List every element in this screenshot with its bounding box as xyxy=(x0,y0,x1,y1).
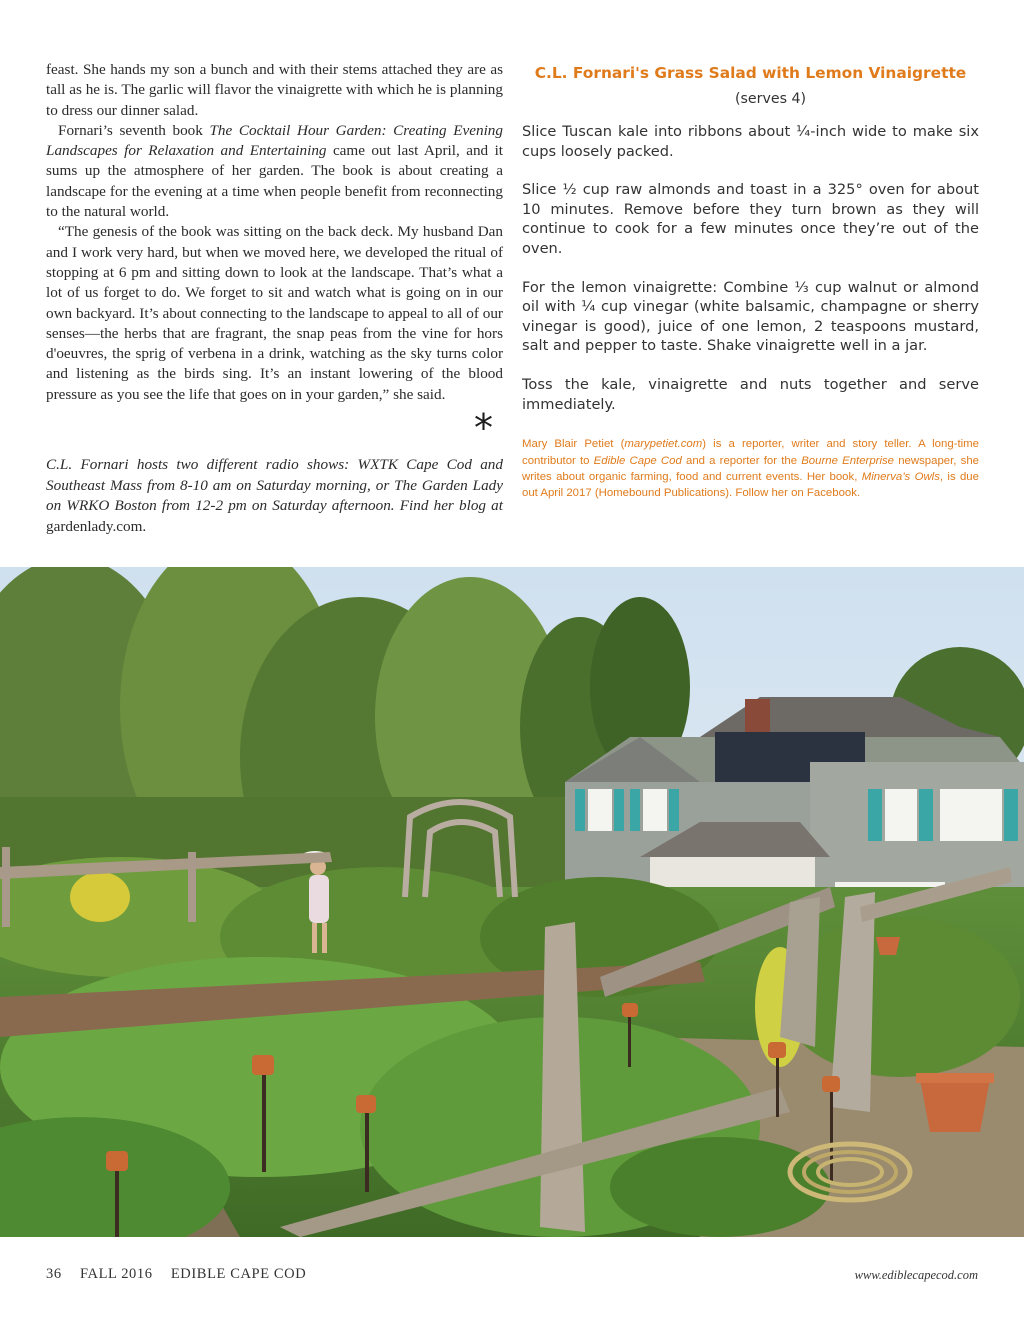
recipe-steps xyxy=(522,122,979,414)
host-bio: C.L. Fornari hosts two different radio shows: WXTK Cape Cod and Southeast Mass from 8-10 am on Saturday morning, or The Garden Lady on WRKO Boston from 12-2 pm on Saturday afternoon. Find her blog at gardenlady.com. xyxy=(46,456,503,535)
recipe-step: Slice Tuscan kale into ribbons about ¼-inch wide to make six cups loosely packed. xyxy=(522,123,979,160)
folio xyxy=(46,1266,320,1283)
issue-label: FALL 2016 xyxy=(79,1266,153,1282)
garden-photo-illustration xyxy=(0,567,1024,1237)
article-paragraph: feast. She hands my son a bunch and with their stems attached they are as tall as he is. The garlic will flavor the vinaigrette with which he is planning to dress our dinner salad. xyxy=(46,61,503,119)
book-title: The Cocktail Hour Garden: Creating Evening Landscapes for Relaxation and Entertaining xyxy=(46,121,503,160)
article-column xyxy=(46,60,503,537)
page-number: 36 xyxy=(46,1266,62,1282)
article-paragraph: “The genesis of the book was sitting on the back deck. My husband Dan and I work very hard, but when we moved here, we developed the ritual of stopping at 6 pm and sitting down to look at the landscape. That’s what a lot of us forget to do. We forget to sit and watch what is going on in our own backyard. It’s about connecting to the landscape to appeal to all of our senses—the herbs that are fragrant, the snap peas from the vine for hors d'oeuvres, the sprig of verbena in a drink, watching as the sky turns color and listening as the birds sing. It’s an instant lowering of the blood pressure as you see the life that goes on in your garden,” she said. xyxy=(46,223,503,403)
page-footer xyxy=(46,1266,978,1286)
magazine-name: EDIBLE CAPE COD xyxy=(170,1266,307,1282)
recipe-column xyxy=(522,60,979,502)
recipe-step: For the lemon vinaigrette: Combine ⅓ cup walnut or almond oil with ¼ cup vinegar (white balsamic, champagne or sherry vinegar is good), juice of one lemon, 2 teaspoons mustard, salt and pepper to taste. Shake vinaigrette well in a jar. xyxy=(522,278,979,355)
garden-house-photo xyxy=(0,567,1024,1237)
book-title: Minerva’s Owls xyxy=(861,470,940,483)
website-link[interactable]: www.ediblecapecod.com xyxy=(854,1268,978,1282)
recipe-title: C.L. Fornari's Grass Salad with Lemon Vinaigrette xyxy=(534,64,967,82)
end-of-story-asterisk-icon: * xyxy=(474,406,493,451)
recipe-serves: (serves 4) xyxy=(734,91,807,107)
recipe-step: Slice ½ cup raw almonds and toast in a 325° oven for about 10 minutes. Remove before they turn brown as they will continue to cook for a few minutes once they’re out of the oven. xyxy=(522,181,979,257)
article-paragraph: Fornari’s seventh book The Cocktail Hour Garden: Creating Evening Landscapes for Relaxation and Entertaining came out last April, and it sums up the atmosphere of her garden. The book is about creating a landscape for the evening at a time when people benefit from reconnecting to the natural world. xyxy=(46,121,504,221)
author-bio: Mary Blair Petiet (marypetiet.com) is a reporter, writer and story teller. A long-time contributor to Edible Cape Cod and a reporter for the Bourne Enterprise newspaper, she writes about organic farming, food and current events. Her book, Minerva’s Owls, is due out April 2017 (Homebound Publications). Follow her on Facebook. xyxy=(522,438,980,500)
author-website: marypetiet.com xyxy=(624,438,703,451)
recipe-step: Toss the kale, vinaigrette and nuts together and serve immediately. xyxy=(522,375,979,413)
article-body xyxy=(46,60,503,405)
